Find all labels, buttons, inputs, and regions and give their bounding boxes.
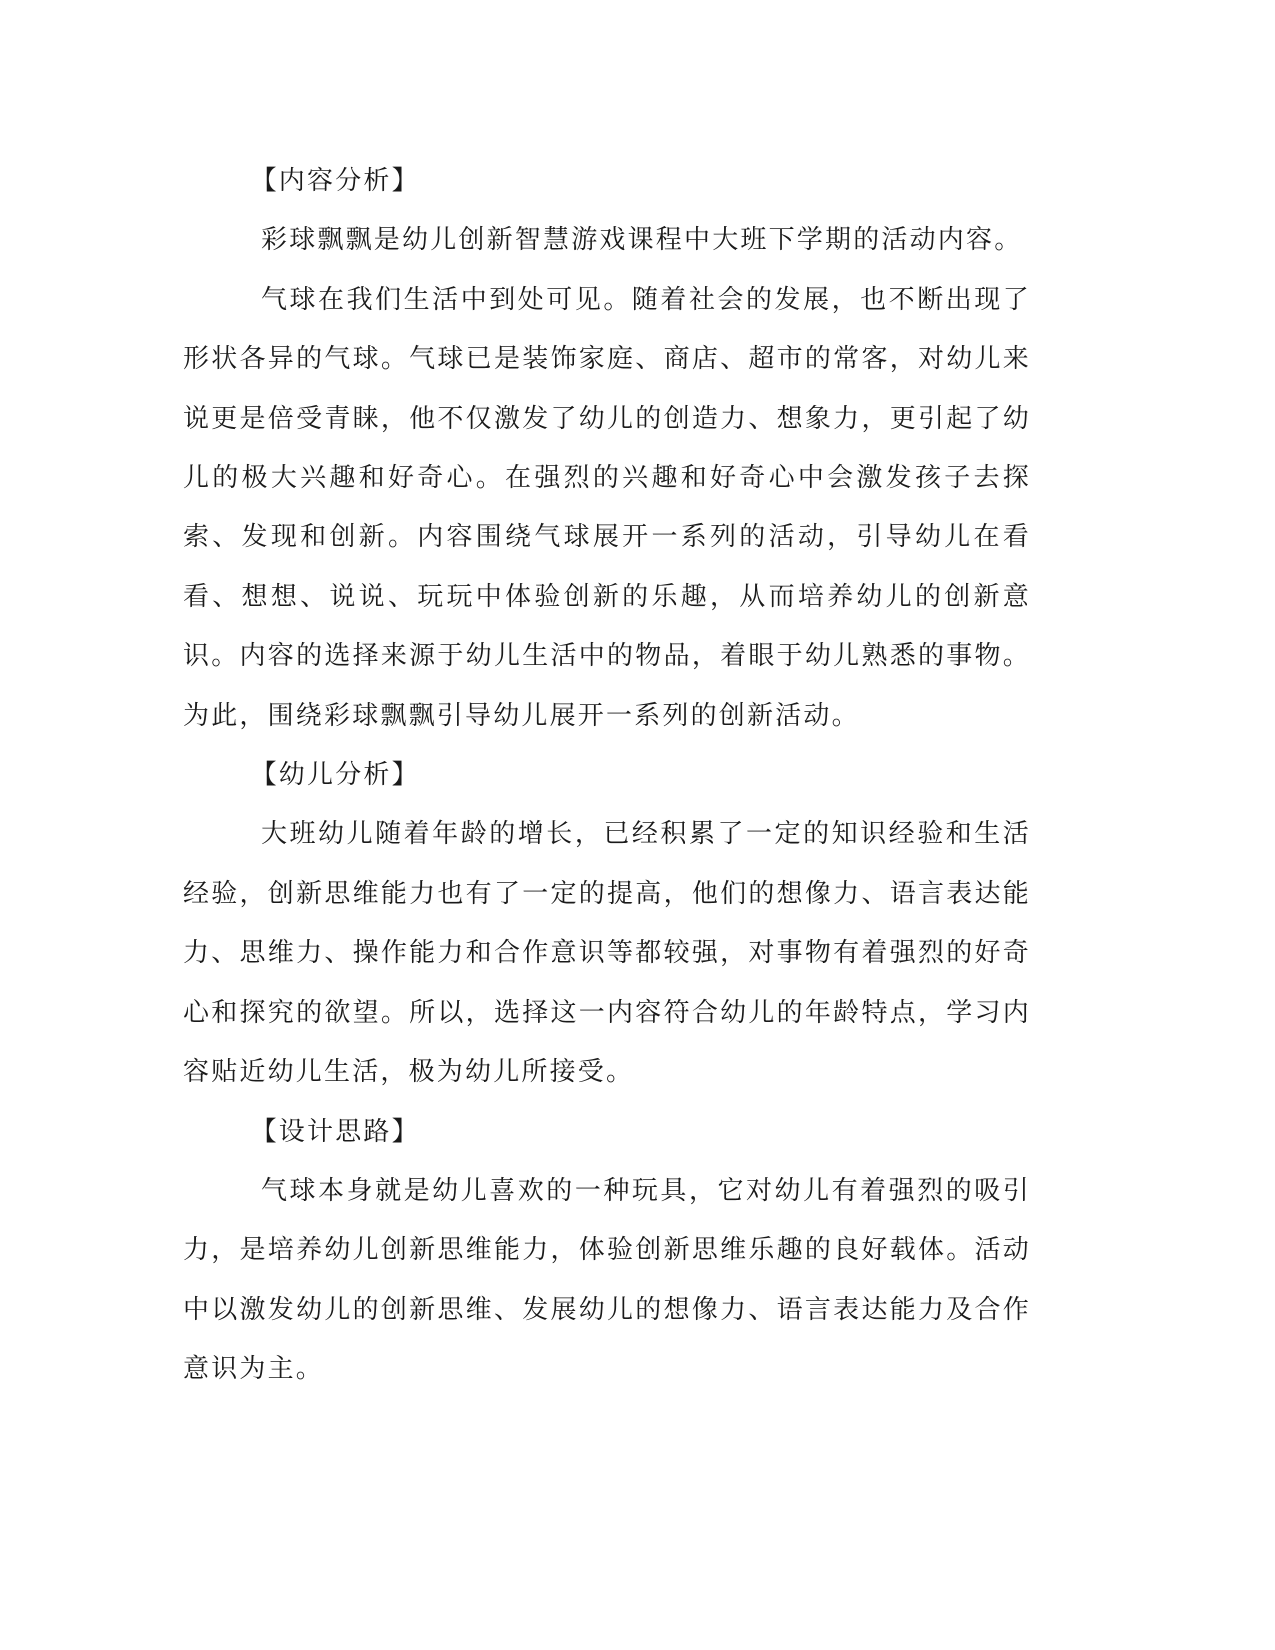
paragraph-design-idea: 气球本身就是幼儿喜欢的一种玩具，它对幼儿有着强烈的吸引力，是培养幼儿创新思维能力，体验创新思维乐趣的良好载体。活动中以激发幼儿的创新思维、发展幼儿的想像力、语言表达能力及合作意识为主。 bbox=[183, 1175, 1031, 1385]
paragraph-balloon-analysis: 气球在我们生活中到处可见。随着社会的发展，也不断出现了形状各异的气球。气球已是装饰家庭、商店、超市的常客，对幼儿来说更是倍受青睐，他不仅激发了幼儿的创造力、想象力，更引起了幼儿的极大兴趣和好奇心。在强烈的兴趣和好奇心中会激发孩子去探索、发现和创新。内容围绕气球展开一系列的活动，引导幼儿在看看、想想、说说、玩玩中体验创新的乐趣，从而培养幼儿的创新意识。内容的选择来源于幼儿生活中的物品，着眼于幼儿熟悉的事物。为此，围绕彩球飘飘引导幼儿展开一系列的创新活动。 bbox=[183, 284, 1031, 731]
paragraph-activity-intro: 彩球飘飘是幼儿创新智慧游戏课程中大班下学期的活动内容。 bbox=[261, 225, 1023, 256]
section-heading-child-analysis: 【幼儿分析】 bbox=[250, 760, 420, 791]
paragraph-child-analysis: 大班幼儿随着年龄的增长，已经积累了一定的知识经验和生活经验，创新思维能力也有了一定的提高，他们的想像力、语言表达能力、思维力、操作能力和合作意识等都较强，对事物有着强烈的好奇心和探究的欲望。所以，选择这一内容符合幼儿的年龄特点，学习内容贴近幼儿生活，极为幼儿所接受。 bbox=[183, 819, 1031, 1088]
section-heading-design-idea: 【设计思路】 bbox=[250, 1116, 420, 1147]
section-heading-content-analysis: 【内容分析】 bbox=[250, 166, 420, 196]
document-body bbox=[183, 152, 1031, 1400]
